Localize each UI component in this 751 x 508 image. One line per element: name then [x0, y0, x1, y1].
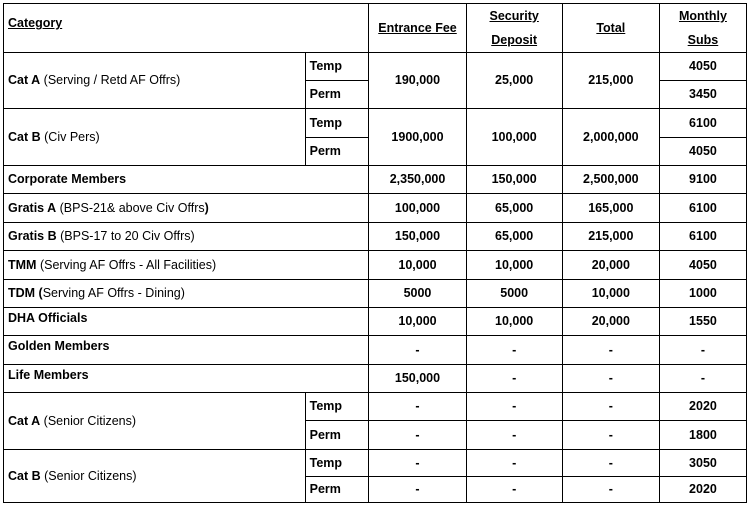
category-header: Category — [4, 4, 369, 53]
cat-b-senior-monthly-temp: 3050 — [659, 450, 746, 477]
gratis-a-security: 65,000 — [466, 194, 562, 223]
cat-a-senior-temp-security: - — [466, 393, 562, 421]
dha-total: 20,000 — [562, 308, 659, 336]
gratis-b-name: Gratis B — [8, 229, 57, 243]
cat-b-senior-perm-security: - — [466, 477, 562, 503]
cat-a-senior-monthly-perm: 1800 — [659, 421, 746, 450]
cat-a-perm-label: Perm — [305, 81, 369, 109]
corporate-security: 150,000 — [466, 166, 562, 194]
dha-label: DHA Officials — [4, 308, 369, 336]
table-row — [4, 194, 747, 223]
tmm-desc: (Serving AF Offrs - All Facilities) — [36, 257, 217, 272]
entrance-fee-header: Entrance Fee — [369, 4, 466, 53]
cat-a-label — [4, 53, 306, 109]
cat-a-senior-monthly-temp: 2020 — [659, 393, 746, 421]
golden-entrance: - — [369, 336, 466, 365]
cat-b-name: Cat B — [8, 129, 41, 144]
life-total: - — [562, 365, 659, 393]
life-monthly: - — [659, 365, 746, 393]
gratis-b-security: 65,000 — [466, 223, 562, 251]
table-row — [4, 223, 747, 251]
table-row — [4, 336, 747, 365]
dha-monthly: 1550 — [659, 308, 746, 336]
gratis-a-entrance: 100,000 — [369, 194, 466, 223]
tdm-label — [4, 280, 369, 308]
table-row — [4, 393, 747, 421]
total-header: Total — [562, 4, 659, 53]
tmm-total: 20,000 — [562, 251, 659, 280]
tmm-security: 10,000 — [466, 251, 562, 280]
cat-b-senior-perm-entrance: - — [369, 477, 466, 503]
life-label: Life Members — [4, 365, 369, 393]
table-row — [4, 109, 747, 138]
gratis-b-entrance: 150,000 — [369, 223, 466, 251]
corporate-monthly: 9100 — [659, 166, 746, 194]
gratis-a-close: ) — [204, 200, 209, 215]
cat-b-senior-perm-label: Perm — [305, 477, 369, 503]
monthly-header-line1: Monthly — [678, 9, 727, 23]
gratis-a-monthly: 6100 — [659, 194, 746, 223]
monthly-subs-header — [659, 4, 746, 53]
cat-b-monthly-temp: 6100 — [659, 109, 746, 138]
tdm-security: 5000 — [466, 280, 562, 308]
tdm-monthly: 1000 — [659, 280, 746, 308]
cat-b-senior-label — [4, 450, 306, 503]
tmm-label — [4, 251, 369, 280]
cat-a-senior-perm-security: - — [466, 421, 562, 450]
cat-a-senior-desc: (Senior Citizens) — [40, 413, 137, 428]
cat-a-senior-perm-total: - — [562, 421, 659, 450]
cat-b-senior-perm-total: - — [562, 477, 659, 503]
gratis-a-name: Gratis A — [8, 200, 57, 215]
tdm-name: TDM ( — [8, 286, 43, 300]
table-row — [4, 280, 747, 308]
tmm-entrance: 10,000 — [369, 251, 466, 280]
table-row — [4, 166, 747, 194]
tdm-desc: Serving AF Offrs - Dining) — [42, 286, 185, 300]
cat-b-senior-temp-security: - — [466, 450, 562, 477]
cat-b-senior-temp-entrance: - — [369, 450, 466, 477]
golden-monthly: - — [659, 336, 746, 365]
cat-b-senior-temp-label: Temp — [305, 450, 369, 477]
cat-b-security: 100,000 — [466, 109, 562, 166]
table-row — [4, 365, 747, 393]
corporate-total: 2,500,000 — [562, 166, 659, 194]
security-header-line1: Security — [489, 9, 539, 23]
security-deposit-header — [466, 4, 562, 53]
cat-a-senior-label — [4, 393, 306, 450]
cat-a-desc: (Serving / Retd AF Offrs) — [40, 73, 181, 87]
gratis-b-monthly: 6100 — [659, 223, 746, 251]
table-row — [4, 251, 747, 280]
table-row — [4, 308, 747, 336]
cat-a-senior-temp-label: Temp — [305, 393, 369, 421]
gratis-b-label — [4, 223, 369, 251]
cat-a-senior-perm-entrance: - — [369, 421, 466, 450]
dha-entrance: 10,000 — [369, 308, 466, 336]
life-entrance: 150,000 — [369, 365, 466, 393]
cat-a-total: 215,000 — [562, 53, 659, 109]
cat-a-monthly-perm: 3450 — [659, 81, 746, 109]
gratis-a-total: 165,000 — [562, 194, 659, 223]
tdm-total: 10,000 — [562, 280, 659, 308]
gratis-b-total: 215,000 — [562, 223, 659, 251]
life-security: - — [466, 365, 562, 393]
cat-a-senior-temp-entrance: - — [369, 393, 466, 421]
cat-b-monthly-perm: 4050 — [659, 138, 746, 166]
gratis-a-desc: (BPS-21& above Civ Offrs — [56, 200, 205, 215]
cat-a-senior-perm-label: Perm — [305, 421, 369, 450]
gratis-b-desc: (BPS-17 to 20 Civ Offrs) — [56, 229, 195, 243]
tmm-name: TMM — [8, 257, 37, 272]
corporate-entrance: 2,350,000 — [369, 166, 466, 194]
membership-fee-table — [3, 3, 747, 503]
cat-b-senior-temp-total: - — [562, 450, 659, 477]
cat-b-entrance: 1900,000 — [369, 109, 466, 166]
dha-security: 10,000 — [466, 308, 562, 336]
cat-b-label — [4, 109, 306, 166]
cat-a-name: Cat A — [8, 73, 41, 87]
cat-b-total: 2,000,000 — [562, 109, 659, 166]
table-row — [4, 450, 747, 477]
cat-b-perm-label: Perm — [305, 138, 369, 166]
security-header-line2: Deposit — [491, 33, 538, 47]
cat-a-entrance: 190,000 — [369, 53, 466, 109]
cat-a-senior-temp-total: - — [562, 393, 659, 421]
monthly-header-line2: Subs — [687, 33, 719, 47]
golden-total: - — [562, 336, 659, 365]
tmm-monthly: 4050 — [659, 251, 746, 280]
cat-a-security: 25,000 — [466, 53, 562, 109]
cat-b-senior-desc: (Senior Citizens) — [40, 468, 137, 483]
cat-b-temp-label: Temp — [305, 109, 369, 138]
tdm-entrance: 5000 — [369, 280, 466, 308]
cat-b-desc: (Civ Pers) — [40, 129, 100, 144]
golden-security: - — [466, 336, 562, 365]
cat-b-senior-name: Cat B — [8, 468, 41, 483]
cat-a-senior-name: Cat A — [8, 413, 41, 428]
table-row — [4, 53, 747, 81]
cat-a-temp-label: Temp — [305, 53, 369, 81]
corporate-label: Corporate Members — [4, 166, 369, 194]
gratis-a-label — [4, 194, 369, 223]
golden-label: Golden Members — [4, 336, 369, 365]
cat-a-monthly-temp: 4050 — [659, 53, 746, 81]
header-row — [4, 4, 747, 53]
cat-b-senior-monthly-perm: 2020 — [659, 477, 746, 503]
